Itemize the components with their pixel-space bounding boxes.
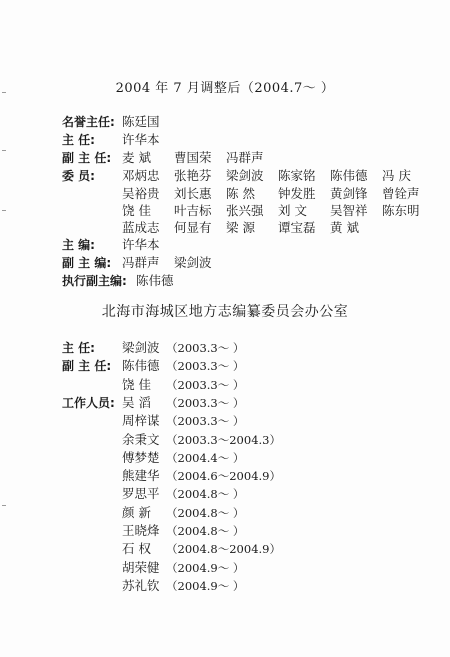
term-dates: （2004.8～ ） (166, 524, 245, 538)
role-label: 名誉主任: (62, 115, 115, 129)
member-name: 曹国荣 (174, 150, 212, 165)
staff-name: 熊建华 (122, 468, 160, 483)
member-name: 麦 斌 (122, 150, 151, 165)
staff-name: 余秉文 (122, 432, 160, 447)
term-dates: （2003.3～ ） (166, 359, 245, 373)
member-names (122, 202, 434, 220)
member-name: 刘 文 (278, 203, 307, 218)
role-label: 委 员: (62, 169, 95, 183)
staff-entry (122, 449, 244, 467)
member-name: 叶吉标 (174, 203, 212, 218)
staff-name: 周梓谋 (122, 413, 160, 428)
staff-name: 苏礼钦 (122, 578, 160, 593)
term-dates: （2003.3～ ） (166, 414, 245, 428)
role-label: 主 编: (62, 238, 95, 252)
member-name: 许华本 (122, 132, 160, 147)
staff-entry (122, 577, 244, 595)
member-names (122, 236, 160, 254)
member-name: 蓝成志 (122, 220, 160, 235)
member-names (122, 185, 434, 203)
staff-entry (122, 559, 244, 577)
member-name: 陈东明 (382, 203, 420, 218)
staff-entry (122, 504, 244, 522)
member-name: 张艳芬 (174, 168, 212, 183)
staff-name: 陈伟德 (122, 358, 160, 373)
member-name: 陈廷国 (122, 114, 160, 129)
staff-entry (122, 485, 244, 503)
member-name: 张兴强 (226, 203, 264, 218)
staff-name: 胡荣健 (122, 560, 160, 575)
member-name: 陈 然 (226, 186, 255, 201)
member-name: 陈伟德 (330, 168, 368, 183)
role-label: 主 任: (62, 341, 95, 355)
staff-entry (122, 394, 244, 412)
scan-edge-mark (2, 505, 6, 506)
member-names (122, 149, 278, 167)
term-dates: （2004.8～ ） (166, 506, 245, 520)
member-name: 何显有 (174, 220, 212, 235)
term-dates: （2003.3～ ） (166, 341, 245, 355)
staff-entry (122, 412, 244, 430)
member-name: 饶 佳 (122, 203, 151, 218)
term-dates: （2004.9～ ） (166, 579, 245, 593)
member-name: 吴裕贵 (122, 186, 160, 201)
member-names (136, 272, 174, 290)
member-name: 冯 庆 (382, 168, 411, 183)
member-name: 黄 斌 (330, 220, 359, 235)
scan-edge-mark (2, 210, 6, 211)
member-names (122, 131, 160, 149)
adjustment-heading: 2004 年 7 月调整后（2004.7～ ） (115, 81, 335, 96)
member-names (122, 254, 226, 272)
member-name: 陈家铭 (278, 168, 316, 183)
term-dates: （2003.3～ ） (166, 396, 245, 410)
term-dates: （2003.3～2004.3） (166, 433, 281, 447)
term-dates: （2003.3～ ） (166, 378, 245, 392)
term-dates: （2004.8～2004.9） (166, 542, 281, 556)
office-heading: 北海市海城区地方志编纂委员会办公室 (101, 304, 349, 320)
staff-entry (122, 357, 244, 375)
member-name: 钟发胜 (278, 186, 316, 201)
staff-name: 吴 滔 (122, 395, 151, 410)
role-label: 主 任: (62, 133, 95, 147)
member-name: 刘长惠 (174, 186, 212, 201)
staff-name: 颜 新 (122, 505, 151, 520)
member-name: 邓炳忠 (122, 168, 160, 183)
role-label: 工作人员: (62, 396, 115, 410)
scan-edge-mark (2, 150, 6, 151)
member-name: 谭宝磊 (278, 220, 316, 235)
role-label: 执行副主编: (62, 274, 127, 288)
member-name: 梁剑波 (174, 255, 212, 270)
member-names (122, 167, 434, 185)
staff-entry (122, 522, 244, 540)
staff-name: 王晓烽 (122, 523, 160, 538)
term-dates: （2004.9～ ） (166, 561, 245, 575)
member-name: 梁剑波 (226, 168, 264, 183)
term-dates: （2004.8～ ） (166, 487, 245, 501)
staff-name: 傅梦楚 (122, 450, 160, 465)
role-label: 副 主 任: (62, 359, 112, 373)
term-dates: （2004.4～ ） (166, 451, 245, 465)
staff-entry (122, 540, 281, 558)
staff-name: 饶 佳 (122, 377, 151, 392)
term-dates: （2004.6～2004.9） (166, 469, 281, 483)
member-name: 冯群声 (226, 150, 264, 165)
staff-entry (122, 339, 244, 357)
staff-name: 罗思平 (122, 486, 160, 501)
member-name: 吴智祥 (330, 203, 368, 218)
member-name: 陈伟德 (136, 273, 174, 288)
member-name: 梁 源 (226, 220, 255, 235)
member-name: 冯群声 (122, 255, 160, 270)
staff-name: 石 权 (122, 541, 151, 556)
staff-entry (122, 376, 244, 394)
staff-entry (122, 467, 281, 485)
member-names (122, 113, 160, 131)
role-label: 副 主 编: (62, 256, 112, 270)
member-name: 许华本 (122, 237, 160, 252)
member-name: 曾铨声 (382, 186, 420, 201)
role-label: 副 主 任: (62, 151, 112, 165)
member-name: 黄剑锋 (330, 186, 368, 201)
member-names (122, 219, 382, 237)
staff-entry (122, 431, 281, 449)
staff-name: 梁剑波 (122, 340, 160, 355)
